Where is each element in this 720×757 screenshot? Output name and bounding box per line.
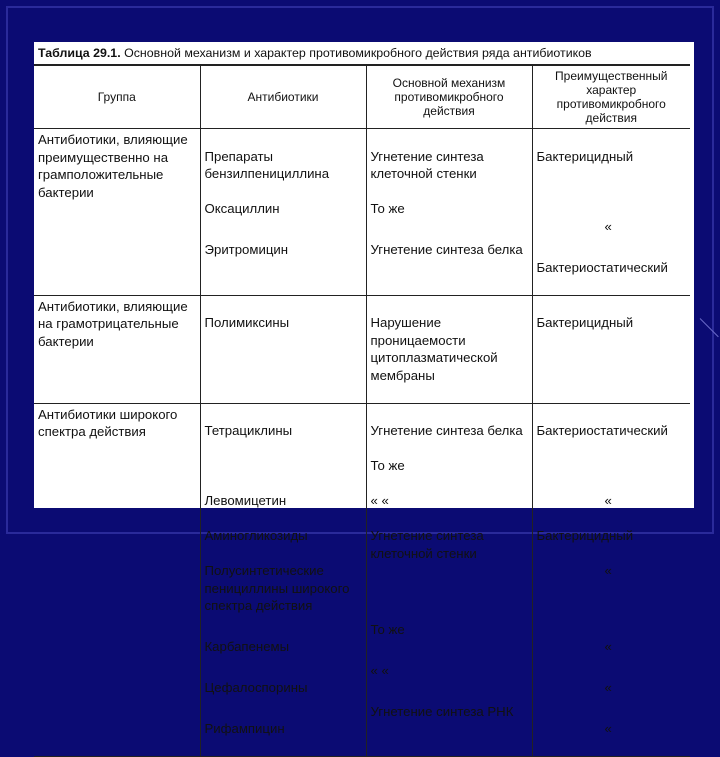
action-cell bbox=[532, 129, 690, 296]
mechanism-text: Нарушение проницаемости цитоплазматической мембраны bbox=[370, 315, 498, 383]
antibiotic-name: Полусинтетические пенициллины широкого спектра действия bbox=[204, 563, 350, 613]
table-caption bbox=[38, 45, 694, 61]
action-text: « bbox=[604, 680, 612, 695]
table-row bbox=[34, 129, 690, 296]
action-text: Бактерицидный bbox=[536, 528, 634, 543]
header-mechanism: Основной механизм противомикробного действия bbox=[366, 65, 532, 129]
action-cell bbox=[532, 403, 690, 757]
action-text: « bbox=[604, 493, 612, 508]
antibiotics-cell bbox=[200, 129, 366, 296]
action-cell bbox=[532, 295, 690, 403]
mechanism-text: То же bbox=[370, 458, 405, 473]
table-row bbox=[34, 403, 690, 757]
mechanism-text: Угнетение синтеза клеточной стенки bbox=[370, 148, 484, 181]
group-name: Антибиотики широкого спектра действия bbox=[34, 403, 200, 757]
mechanism-text: « « bbox=[370, 493, 389, 508]
table-title: Основной механизм и характер противомикробного действия ряда антибиотиков bbox=[120, 46, 592, 60]
mechanism-cell bbox=[366, 295, 532, 403]
antibiotic-name: Полимиксины bbox=[204, 315, 290, 330]
table-number: Таблица 29.1. bbox=[38, 46, 121, 60]
header-group: Группа bbox=[34, 65, 200, 129]
mechanism-text: Угнетение синтеза белка bbox=[370, 423, 523, 438]
antibiotic-name: Эритромицин bbox=[204, 242, 289, 257]
mechanism-text: Угнетение синтеза белка bbox=[370, 242, 523, 257]
mechanism-text: « « bbox=[370, 662, 389, 678]
antibiotics-table bbox=[34, 64, 690, 757]
action-text: Бактериостатический bbox=[536, 259, 668, 275]
antibiotic-name: Карбапенемы bbox=[204, 639, 290, 654]
antibiotic-name: Препараты бензилпенициллина bbox=[204, 148, 330, 181]
mechanism-text: Угнетение синтеза РНК bbox=[370, 703, 514, 719]
mechanism-text: То же bbox=[370, 201, 405, 216]
antibiotic-name: Тетрациклины bbox=[204, 423, 293, 438]
header-action-type: Преимущественный характер противомикробного действия bbox=[532, 65, 690, 129]
action-text: Бактериостатический bbox=[536, 423, 668, 438]
mechanism-text: Угнетение синтеза клеточной стенки bbox=[370, 528, 484, 561]
antibiotic-name: Цефалоспорины bbox=[204, 680, 308, 695]
action-text: « bbox=[604, 218, 612, 234]
action-text: « bbox=[604, 639, 612, 654]
antibiotics-cell bbox=[200, 295, 366, 403]
antibiotics-cell bbox=[200, 403, 366, 757]
antibiotic-name: Левомицетин bbox=[204, 493, 287, 508]
table-row bbox=[34, 295, 690, 403]
action-text: Бактерицидный bbox=[536, 148, 634, 164]
mechanism-cell bbox=[366, 403, 532, 757]
action-text: Бактерицидный bbox=[536, 315, 634, 330]
table-header-row bbox=[34, 65, 690, 129]
antibiotic-name: Аминогликозиды bbox=[204, 528, 308, 543]
scanned-page bbox=[34, 42, 694, 736]
group-name: Антибиотики, влияющие преимущественно на грамположительные бактерии bbox=[34, 129, 200, 296]
action-text: « bbox=[604, 563, 612, 578]
action-text: « bbox=[604, 721, 612, 736]
mechanism-text: То же bbox=[370, 621, 405, 637]
antibiotic-name: Рифампицин bbox=[204, 721, 285, 736]
group-name: Антибиотики, влияющие на грамотрицательные бактерии bbox=[34, 295, 200, 403]
header-antibiotics: Антибиотики bbox=[200, 65, 366, 129]
mechanism-cell bbox=[366, 129, 532, 296]
antibiotic-name: Оксациллин bbox=[204, 201, 280, 216]
